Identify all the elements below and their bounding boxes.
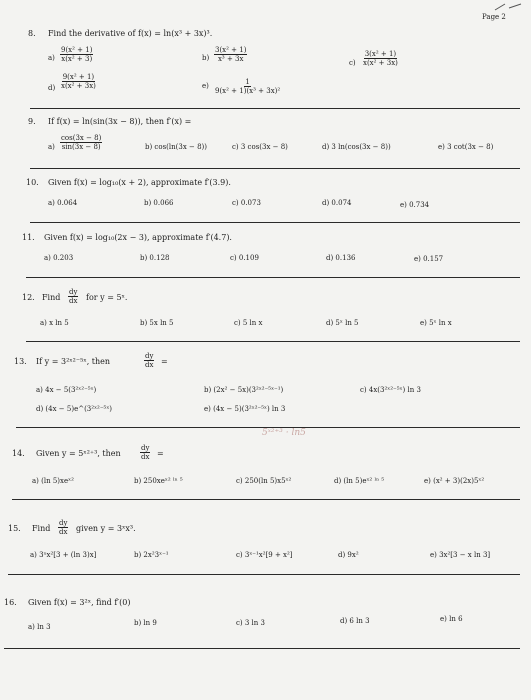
q12-option-e: e) 5ˣ ln x <box>420 319 452 327</box>
q15-option-c: c) 3ˣ⁻¹x²[9 + x²] <box>236 551 293 559</box>
q10-prompt: Given f(x) = log₁₀(x + 2), approximate f′(3.9). <box>48 178 231 187</box>
q14-prompt-end: = <box>157 449 164 458</box>
q13-number: 13. <box>14 357 27 366</box>
page-label: Page 2 <box>482 13 506 21</box>
q14-handwritten-note: 5ˣ²⁺³ · ln5 <box>262 428 306 438</box>
q11-prompt: Given f(x) = log₁₀(2x − 3), approximate f′(4.7). <box>44 233 232 242</box>
q13-option-e: e) (4x − 5)(3²ˣ²⁻⁵ˣ) ln 3 <box>204 405 286 413</box>
q15-number: 15. <box>8 524 21 533</box>
q9-option-e: e) 3 cot(3x − 8) <box>438 143 494 151</box>
q11-option-c: c) 0.109 <box>230 254 259 262</box>
q8-option-c: $\frac{\text{3(x² + 1)}}{\text{x(x² + 3x)}}$ <box>363 50 398 67</box>
q13-option-c: c) 4x(3²ˣ²⁻⁵ˣ) ln 3 <box>360 386 421 394</box>
q8-prompt: Find the derivative of f(x) = ln(x³ + 3x)³. <box>48 29 213 38</box>
q16-option-b: b) ln 9 <box>134 619 157 627</box>
q15-option-b: b) 2x²3ˣ⁻¹ <box>134 551 169 559</box>
q12-option-c: c) 5 ln x <box>234 319 263 327</box>
q9-option-a: $\frac{\cos(3x - 8)}{\sin(3x - 8)}$ <box>61 134 102 151</box>
q11-option-a: a) 0.203 <box>44 254 74 262</box>
q13-option-b: b) (2x² − 5x)(3²ˣ²⁻⁵ˣ⁻¹) <box>204 386 284 394</box>
divider <box>26 277 520 278</box>
q14-option-e: e) (x² + 3)(2x)5ˣ² <box>424 477 485 485</box>
q8-number: 8. <box>28 29 36 38</box>
q8-option-b-label: b) <box>202 54 210 62</box>
divider <box>30 108 520 109</box>
q16-option-e: e) ln 6 <box>440 615 463 623</box>
q11-number: 11. <box>22 233 35 242</box>
q13-dy-dx: $\frac{dy}{dx}$ <box>145 352 154 369</box>
q9-option-c: c) 3 cos(3x − 8) <box>232 143 288 151</box>
q15-dy-dx: $\frac{dy}{dx}$ <box>59 519 68 536</box>
q8-option-d: $\frac{\text{9(x² + 1)}}{\text{x(x² + 3x)}}$ <box>61 73 96 90</box>
q10-option-b: b) 0.066 <box>144 199 174 207</box>
q10-option-c: c) 0.073 <box>232 199 261 207</box>
q15-prompt-end: given y = 3ˣx³. <box>76 524 136 533</box>
q8-option-e: $\frac{1}{\text{9(x² + 1)(x³ + 3x)²}}$ <box>215 78 281 95</box>
q14-option-a: a) (ln 5)xeˣ² <box>32 477 74 485</box>
q11-option-b: b) 0.128 <box>140 254 170 262</box>
q10-option-d: d) 0.074 <box>322 199 352 207</box>
q9-option-b: b) cos(ln(3x − 8)) <box>145 143 208 151</box>
q16-option-c: c) 3 ln 3 <box>236 619 265 627</box>
q8-option-a-label: a) <box>48 54 55 62</box>
q12-option-a: a) x ln 5 <box>40 319 69 327</box>
q15-prompt-start: Find <box>32 524 51 533</box>
q14-option-b: b) 250xeˣ² ˡⁿ ⁵ <box>134 477 183 485</box>
q8-option-c-label: c) <box>349 59 356 67</box>
divider <box>26 341 520 342</box>
q9-number: 9. <box>28 117 36 126</box>
page-corner-mark <box>493 2 523 12</box>
q9-option-d: d) 3 ln(cos(3x − 8)) <box>322 143 391 151</box>
q10-option-a: a) 0.064 <box>48 199 78 207</box>
q13-prompt-end: = <box>161 357 168 366</box>
q15-option-e: e) 3x²[3 − x ln 3] <box>430 551 491 559</box>
q8-option-a: $\frac{\text{9(x² + 1)}}{\text{x(x² + 3)}}$ <box>61 46 93 63</box>
q12-prompt-end: for y = 5ˣ. <box>86 293 128 302</box>
q16-number: 16. <box>4 598 17 607</box>
q12-number: 12. <box>22 293 35 302</box>
q15-option-d: d) 9x² <box>338 551 359 559</box>
q10-option-e: e) 0.734 <box>400 201 430 209</box>
divider <box>30 222 520 223</box>
q9-option-a-label: a) <box>48 143 55 151</box>
q8-option-d-label: d) <box>48 84 56 92</box>
q13-option-a: a) 4x − 5(3²ˣ²⁻⁵ˣ) <box>36 386 97 394</box>
q8-option-e-label: e) <box>202 82 209 90</box>
q16-prompt: Given f(x) = 3²ˣ, find f′(0) <box>28 598 131 607</box>
q12-prompt-start: Find <box>42 293 61 302</box>
q9-prompt: If f(x) = ln(sin(3x − 8)), then f′(x) = <box>48 117 192 126</box>
q16-option-a: a) ln 3 <box>28 623 51 631</box>
q12-dy-dx: $\frac{dy}{dx}$ <box>69 288 78 305</box>
q10-number: 10. <box>26 178 39 187</box>
q8-option-b: $\frac{\text{3(x² + 1)}}{\text{x³ + 3x}}$ <box>215 46 247 63</box>
q11-option-e: e) 0.157 <box>414 255 444 263</box>
divider <box>12 499 520 500</box>
q14-dy-dx: $\frac{dy}{dx}$ <box>141 444 150 461</box>
q14-prompt-start: Given y = 5ˣ²⁺³, then <box>36 449 121 458</box>
q14-option-d: d) (ln 5)eˣ² ˡⁿ ⁵ <box>334 477 385 485</box>
q16-option-d: d) 6 ln 3 <box>340 617 370 625</box>
q15-option-a: a) 3ˣx²[3 + (ln 3)x] <box>30 551 97 559</box>
q12-option-d: d) 5ˣ ln 5 <box>326 319 359 327</box>
q13-option-d: d) (4x − 5)e^(3²ˣ²⁻⁵ˣ) <box>36 405 113 413</box>
q14-number: 14. <box>12 449 25 458</box>
q14-option-c: c) 250(ln 5)x5ˣ² <box>236 477 292 485</box>
q12-option-b: b) 5x ln 5 <box>140 319 174 327</box>
divider <box>4 648 520 649</box>
q11-option-d: d) 0.136 <box>326 254 356 262</box>
q13-prompt-start: If y = 3²ˣ²⁻⁵ˣ, then <box>36 357 111 366</box>
divider <box>30 168 520 169</box>
divider <box>8 574 520 575</box>
